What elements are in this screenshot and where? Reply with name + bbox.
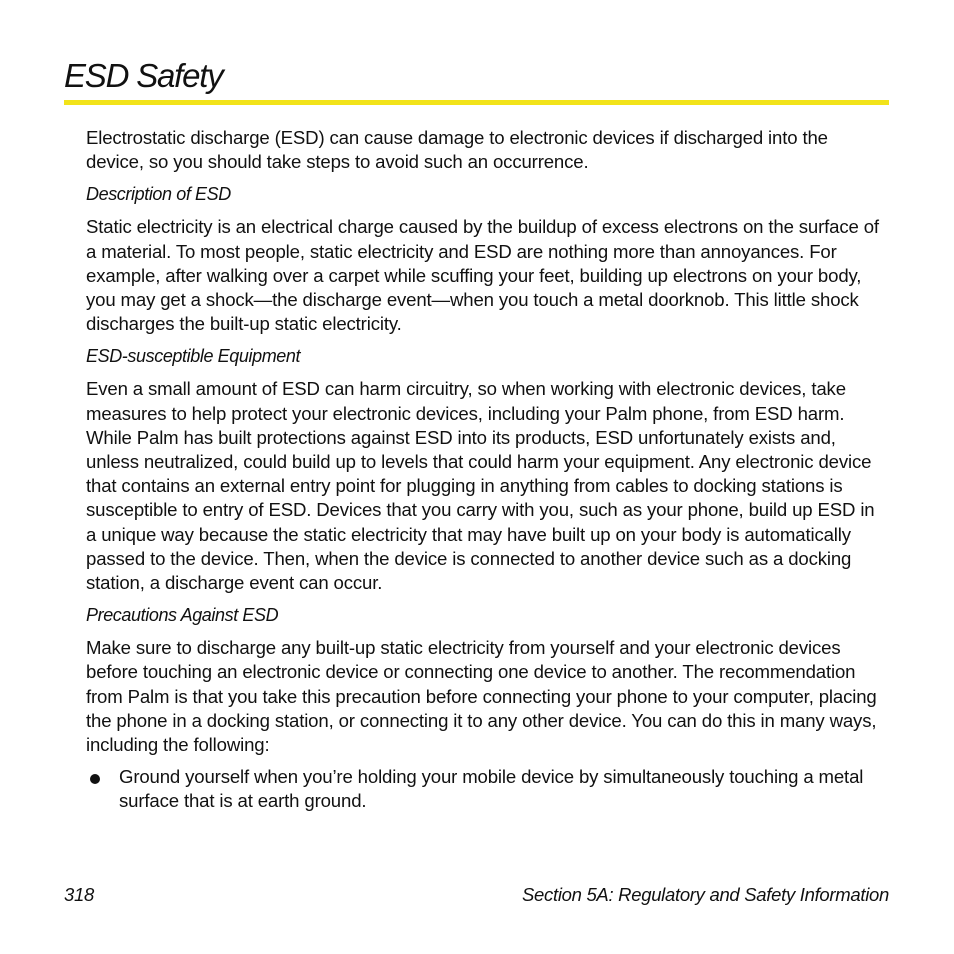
page-footer [64,882,889,908]
section-heading-equipment: ESD-susceptible Equipment [86,346,301,367]
section-heading-precautions: Precautions Against ESD [86,605,279,626]
title-divider [64,100,889,105]
footer-section-title: Section 5A: Regulatory and Safety Information [522,884,889,905]
bullet-text: Ground yourself when you’re holding your mobile device by simultaneously touching a metal surface that is at earth ground. [119,766,864,812]
section-heading-description: Description of ESD [86,184,231,205]
bullet-item [86,765,888,813]
page-content [86,126,888,814]
section-body-equipment: Even a small amount of ESD can harm circuitry, so when working with electronic devices, take measures to help protect your electronic devices, including your Palm phone, from ESD harm. While Palm has built protections against ESD into its products, ESD unfortunately exists and, unless neutralized, could build up to levels that could harm your equipment. Any electronic device that contains an external entry point for plugging in anything from cables to docking stations is susceptible to entry of ESD. Devices that you carry with you, such as your phone, build up ESD in a unique way because the static electricity that may have built up on your body is automatically passed to the device. Then, when the device is connected to another device such as a docking station, a discharge event can occur. [86,378,875,594]
intro-paragraph: Electrostatic discharge (ESD) can cause damage to electronic devices if discharged into the device, so you should take steps to avoid such an occurrence. [86,127,828,173]
page-title: ESD Safety [64,57,223,94]
bullet-dot-icon [90,774,100,784]
section-body-precautions: Make sure to discharge any built-up static electricity from yourself and your electronic devices before touching an electronic device or connecting one device to another. The recommendation from Palm is that you take this precaution before connecting your phone to your computer, placing the phone in a docking station, or connecting it to any other device. You can do this in many ways, including the following: [86,637,877,756]
section-body-description: Static electricity is an electrical charge caused by the buildup of excess electrons on the surface of a material. To most people, static electricity and ESD are nothing more than annoyances. For example, after walking over a carpet while scuffing your feet, building up electrons on your body, you may get a shock—the discharge event—when you touch a metal doorknob. This little shock discharges the built-up static electricity. [86,216,879,335]
page-number: 318 [64,884,94,905]
